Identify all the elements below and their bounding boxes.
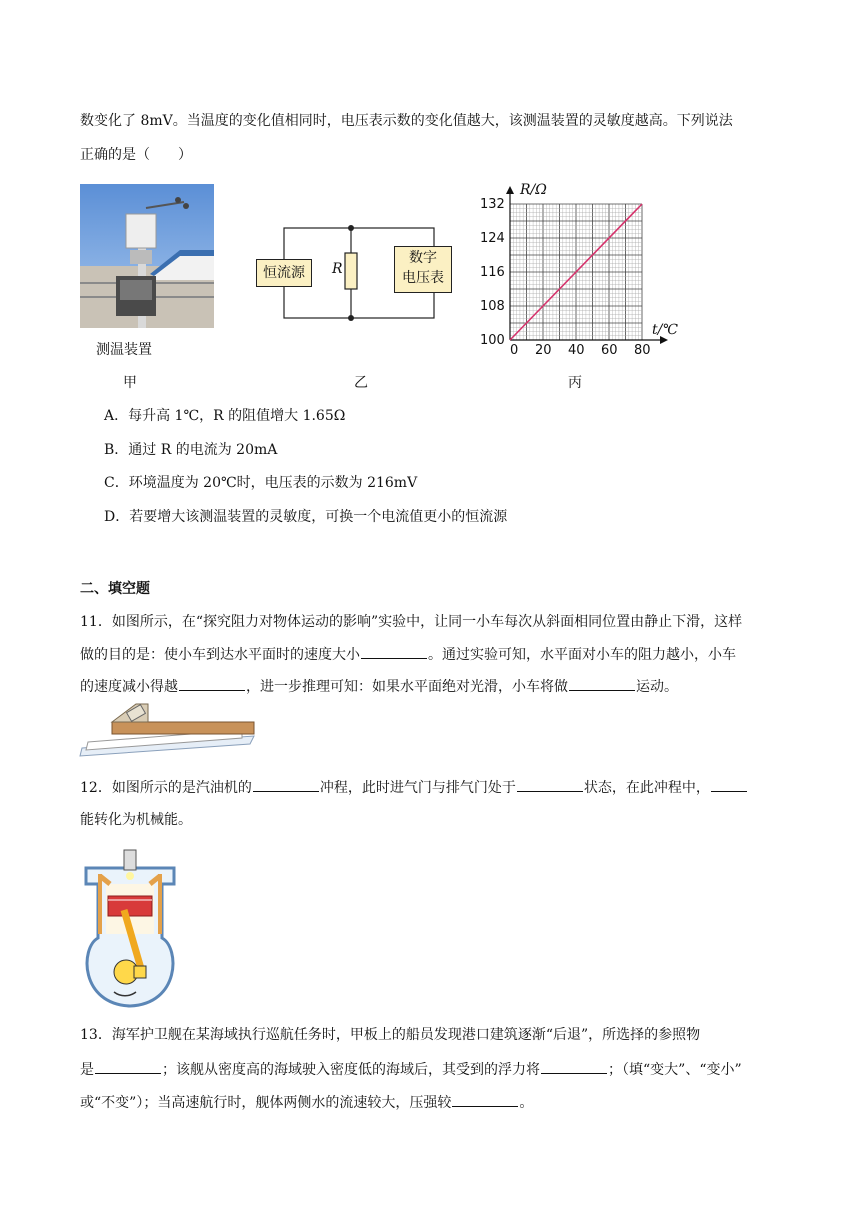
q11-text-3c: 运动。 xyxy=(636,679,678,695)
q12-text-1c: 状态，在此冲程中， xyxy=(583,780,710,796)
x-tick-label: 40 xyxy=(568,343,585,358)
weather-station-photo xyxy=(80,184,214,328)
x-tick-label: 20 xyxy=(535,343,552,358)
q13-line2 xyxy=(80,1059,742,1080)
q10-option-b: B．通过 R 的电流为 20mA xyxy=(104,442,278,458)
q13-text-2c: ；（填“变大”、“变小” xyxy=(608,1062,742,1078)
q12-text-1a: 12．如图所示的是汽油机的 xyxy=(80,780,252,796)
incline-cart-figure xyxy=(78,700,262,764)
x-tick-label: 0 xyxy=(510,343,519,358)
section-title: 二、填空题 xyxy=(80,581,150,597)
q10-option-d: D．若要增大该测温装置的灵敏度，可换一个电流值更小的恒流源 xyxy=(104,509,508,525)
q13-text-2b: ；该舰从密度高的海域驶入密度低的海域后，其受到的浮力将 xyxy=(162,1062,540,1078)
resistance-temperature-chart xyxy=(470,172,690,362)
q12-line1 xyxy=(80,777,748,798)
answer-blank xyxy=(517,777,583,792)
answer-blank xyxy=(179,676,245,691)
y-tick-label: 116 xyxy=(480,265,505,280)
q10-option-c: C．环境温度为 20℃时，电压表的示数为 216mV xyxy=(104,475,418,491)
answer-blank xyxy=(569,676,635,691)
circuit-diagram xyxy=(248,200,458,330)
fig-jia-caption: 甲 xyxy=(123,375,137,391)
digital-voltmeter xyxy=(394,246,452,293)
q10-option-a: A．每升高 1℃，R 的阻值增大 1.65Ω xyxy=(104,408,346,424)
q13-line3 xyxy=(80,1092,533,1113)
answer-blank xyxy=(95,1059,161,1074)
gasoline-engine-figure xyxy=(80,844,180,1010)
q12-text-1b: 冲程，此时进气门与排气门处于 xyxy=(319,780,516,796)
x-tick-label: 80 xyxy=(634,343,651,358)
q13-text-3a: 或“不变”）；当高速航行时，舰体两侧水的流速较大，压强较 xyxy=(80,1095,452,1111)
q13-line1: 13．海军护卫舰在某海域执行巡航任务时，甲板上的船员发现港口建筑逐渐“后退”，所选择的参照物 xyxy=(80,1027,701,1043)
q11-line3 xyxy=(80,676,678,697)
q11-line1: 11．如图所示，在“探究阻力对物体运动的影响”实验中，让同一小车每次从斜面相同位置由静止下滑，这样 xyxy=(80,614,743,630)
answer-blank xyxy=(452,1092,518,1107)
y-axis-label: R/Ω xyxy=(520,182,547,198)
voltmeter-label-line2: 电压表 xyxy=(402,270,444,286)
q11-text-2b: 。通过实验可知，水平面对小车的阻力越小，小车 xyxy=(428,647,736,663)
y-tick-label: 100 xyxy=(480,333,505,348)
fig-yi-caption: 乙 xyxy=(354,375,368,391)
q11-text-3b: ，进一步推理可知：如果水平面绝对光滑，小车将做 xyxy=(246,679,568,695)
q10-stem-line2: 正确的是（ ） xyxy=(80,147,192,163)
answer-blank xyxy=(253,777,319,792)
constant-current-source: 恒流源 xyxy=(256,259,312,287)
q10-stem-line1: 数变化了 8mV。当温度的变化值相同时，电压表示数的变化值越大，该测温装置的灵敏度越高。下列说法 xyxy=(80,113,733,129)
q11-text-3a: 的速度减小得越 xyxy=(80,679,178,695)
q11-text-2a: 做的目的是：使小车到达水平面时的速度大小 xyxy=(80,647,360,663)
q13-text-2a: 是 xyxy=(80,1062,94,1078)
q11-line2 xyxy=(80,644,736,665)
fig-jia-label: 测温装置 xyxy=(96,342,152,358)
resistor-label: R xyxy=(332,261,343,277)
answer-blank xyxy=(361,644,427,659)
y-tick-label: 108 xyxy=(480,299,505,314)
answer-blank xyxy=(541,1059,607,1074)
fig-bing-caption: 丙 xyxy=(568,375,582,391)
x-axis-label: t/℃ xyxy=(652,322,679,338)
y-axis-arrow xyxy=(506,186,514,194)
q12-line2: 能转化为机械能。 xyxy=(80,812,192,828)
answer-blank xyxy=(711,777,747,792)
y-tick-label: 132 xyxy=(480,197,505,212)
x-tick-label: 60 xyxy=(601,343,618,358)
q13-text-3b: 。 xyxy=(519,1095,534,1111)
y-tick-label: 124 xyxy=(480,231,505,246)
voltmeter-label-line1: 数字 xyxy=(409,250,437,266)
